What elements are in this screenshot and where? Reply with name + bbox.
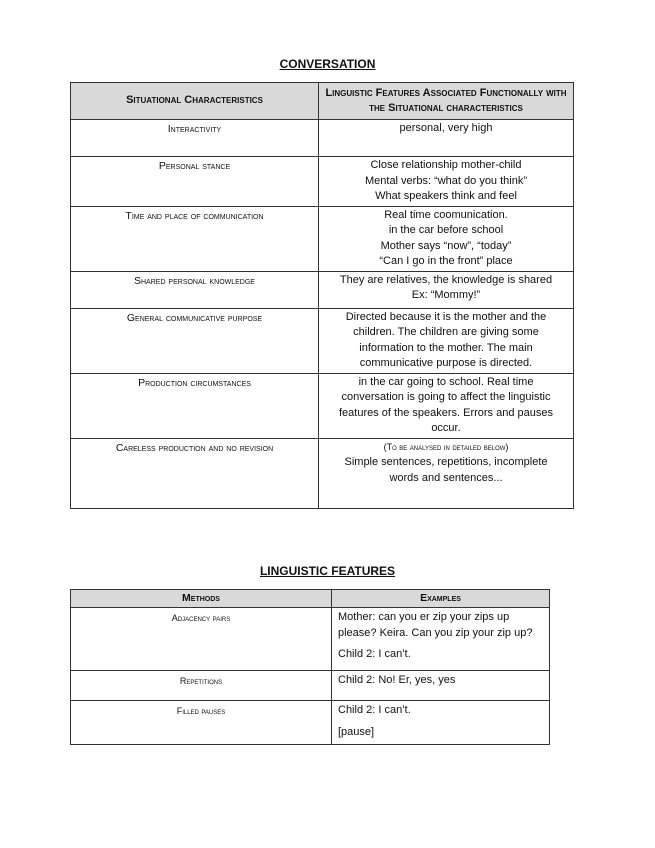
row-value-line: occur. [431,422,461,434]
row-note: (To be analysed in detailed below) [383,441,509,452]
row-value-line: Directed because it is the mother and the [345,310,547,323]
row-value-line: conversation is going to affect the linguistic [341,391,551,403]
row-label: Production circumstances [71,373,319,438]
row-value [319,373,574,438]
row-value-line: Real time coomunication. [384,208,508,221]
row-value-line: children. The children are giving some [353,326,539,338]
example-line: please? Keira. Can you zip your zip up? [338,626,533,639]
method-label: Filled pauses [71,701,332,745]
row-value-line: information to the mother. The main [359,341,533,354]
conversation-table [70,82,574,509]
example-line: Child 2: I can’t. [338,648,411,660]
row-value-line: Ex: “Mommy!” [411,289,481,301]
row-value [319,120,574,157]
row-value-line: personal, very high [399,122,493,134]
method-label: Repetitions [71,671,332,701]
row-label: General communicative purpose [71,308,319,373]
row-value-line: Simple sentences, repetitions, incomplete [344,456,548,468]
row-value [319,438,574,508]
row-value-line: “Can I go in the front” place [379,255,513,267]
row-value-line: Mother says “now”, “today” [380,239,512,252]
linguistic-features-title: LINGUISTIC FEATURES [259,564,396,578]
method-label: Adjacency pairs [71,608,332,671]
row-value-line: Mental verbs: “what do you think” [364,174,528,187]
table-row [71,701,550,745]
example-line: Mother: can you er zip your zips up [338,611,510,623]
row-label: Time and place of communication [71,206,319,271]
header-linguistic-features: Linguistic Features Associated Functionally with the Situational characteristics [319,83,574,120]
row-value-line: Close relationship mother-child [370,159,522,171]
row-label: Personal stance [71,157,319,207]
row-value-line: in the car before school [388,224,504,236]
conversation-title: CONVERSATION [279,57,376,71]
example-cell [332,701,550,745]
conversation-header-row [71,83,574,120]
example-cell [332,608,550,671]
row-value-line: What speakers think and feel [375,190,517,202]
row-value [319,308,574,373]
header-situational-characteristics: Situational Characteristics [71,83,319,120]
row-value [319,271,574,308]
row-label: Interactivity [71,120,319,157]
row-value-line: They are relatives, the knowledge is shared [339,273,553,286]
example-line: Child 2: I can’t. [338,704,411,716]
table-row [71,671,550,701]
example-line: [pause] [338,725,375,738]
row-value-line: words and sentences... [389,471,503,484]
header-examples: Examples [332,590,550,608]
table-row [71,308,574,373]
table-row [71,608,550,671]
example-line: Child 2: No! Er, yes, yes [338,674,456,686]
row-value-line: communicative purpose is directed. [359,357,533,369]
table-row [71,438,574,508]
row-value [319,206,574,271]
table-row [71,157,574,207]
row-label: Shared personal knowledge [71,271,319,308]
row-value [319,157,574,207]
table-row [71,271,574,308]
row-value-line: features of the speakers. Errors and pauses [338,406,553,419]
linguistic-header-row [71,590,550,608]
table-row [71,206,574,271]
table-row [71,373,574,438]
header-methods: Methods [71,590,332,608]
linguistic-features-table [70,589,550,745]
row-value-line: in the car going to school. Real time [358,375,534,388]
table-row [71,120,574,157]
example-cell [332,671,550,701]
row-label: Careless production and no revision [71,438,319,508]
